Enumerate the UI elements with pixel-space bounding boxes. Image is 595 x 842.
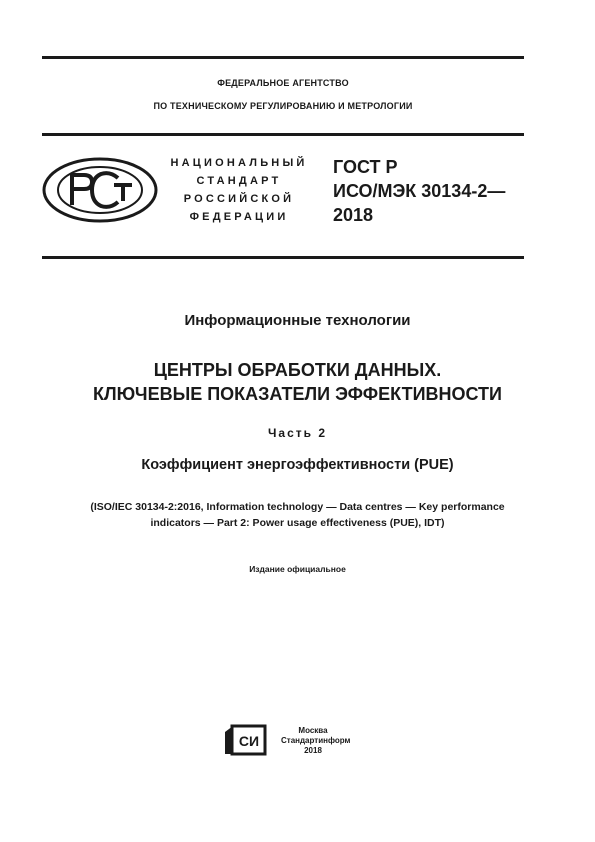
source-line1: (ISO/IEC 30134-2:2016, Information technology — Data centres — Key performance [90, 501, 505, 513]
agency-name-line2: ПО ТЕХНИЧЕСКОМУ РЕГУЛИРОВАНИЮ И МЕТРОЛОГИИ [153, 101, 413, 111]
source-standard [20, 499, 575, 531]
publisher-info [281, 726, 351, 756]
national-standard-block [166, 154, 312, 226]
standard-line4: ФЕДЕРАЦИИ [189, 211, 289, 223]
part-subtitle: Коэффициент энергоэффективности (PUE) [141, 457, 454, 473]
publisher-city: Москва [298, 726, 328, 735]
designation-line1: ГОСТ Р [333, 157, 398, 177]
header-rule [42, 133, 524, 136]
source-line2: indicators — Part 2: Power usage effectiveness (PUE), IDT) [150, 517, 445, 529]
standard-designation [333, 155, 505, 227]
publisher-logo-text: СИ [238, 733, 260, 749]
top-rule [42, 56, 524, 59]
standard-line3: РОССИЙСКОЙ [183, 193, 295, 205]
main-title [20, 358, 575, 406]
publisher-name: Стандартинформ [281, 736, 351, 745]
part-label: Часть 2 [267, 426, 328, 440]
designation-line3: 2018 [333, 205, 374, 225]
main-title-line1: ЦЕНТРЫ ОБРАБОТКИ ДАННЫХ. [153, 360, 442, 380]
designation-line2: ИСО/МЭК 30134-2— [333, 181, 506, 201]
edition-label: Издание официальное [249, 564, 346, 574]
standard-line2: СТАНДАРТ [196, 175, 282, 187]
title-rule [42, 256, 524, 259]
main-title-line2: КЛЮЧЕВЫЕ ПОКАЗАТЕЛИ ЭФФЕКТИВНОСТИ [92, 384, 502, 404]
agency-name-line1: ФЕДЕРАЛЬНОЕ АГЕНТСТВО [217, 78, 349, 88]
standartinform-logo-icon [223, 724, 267, 756]
publisher-year: 2018 [304, 746, 322, 755]
standard-line1: НАЦИОНАЛЬНЫЙ [170, 157, 308, 169]
topic-title: Информационные технологии [184, 312, 411, 329]
gost-r-emblem-icon [42, 157, 158, 223]
